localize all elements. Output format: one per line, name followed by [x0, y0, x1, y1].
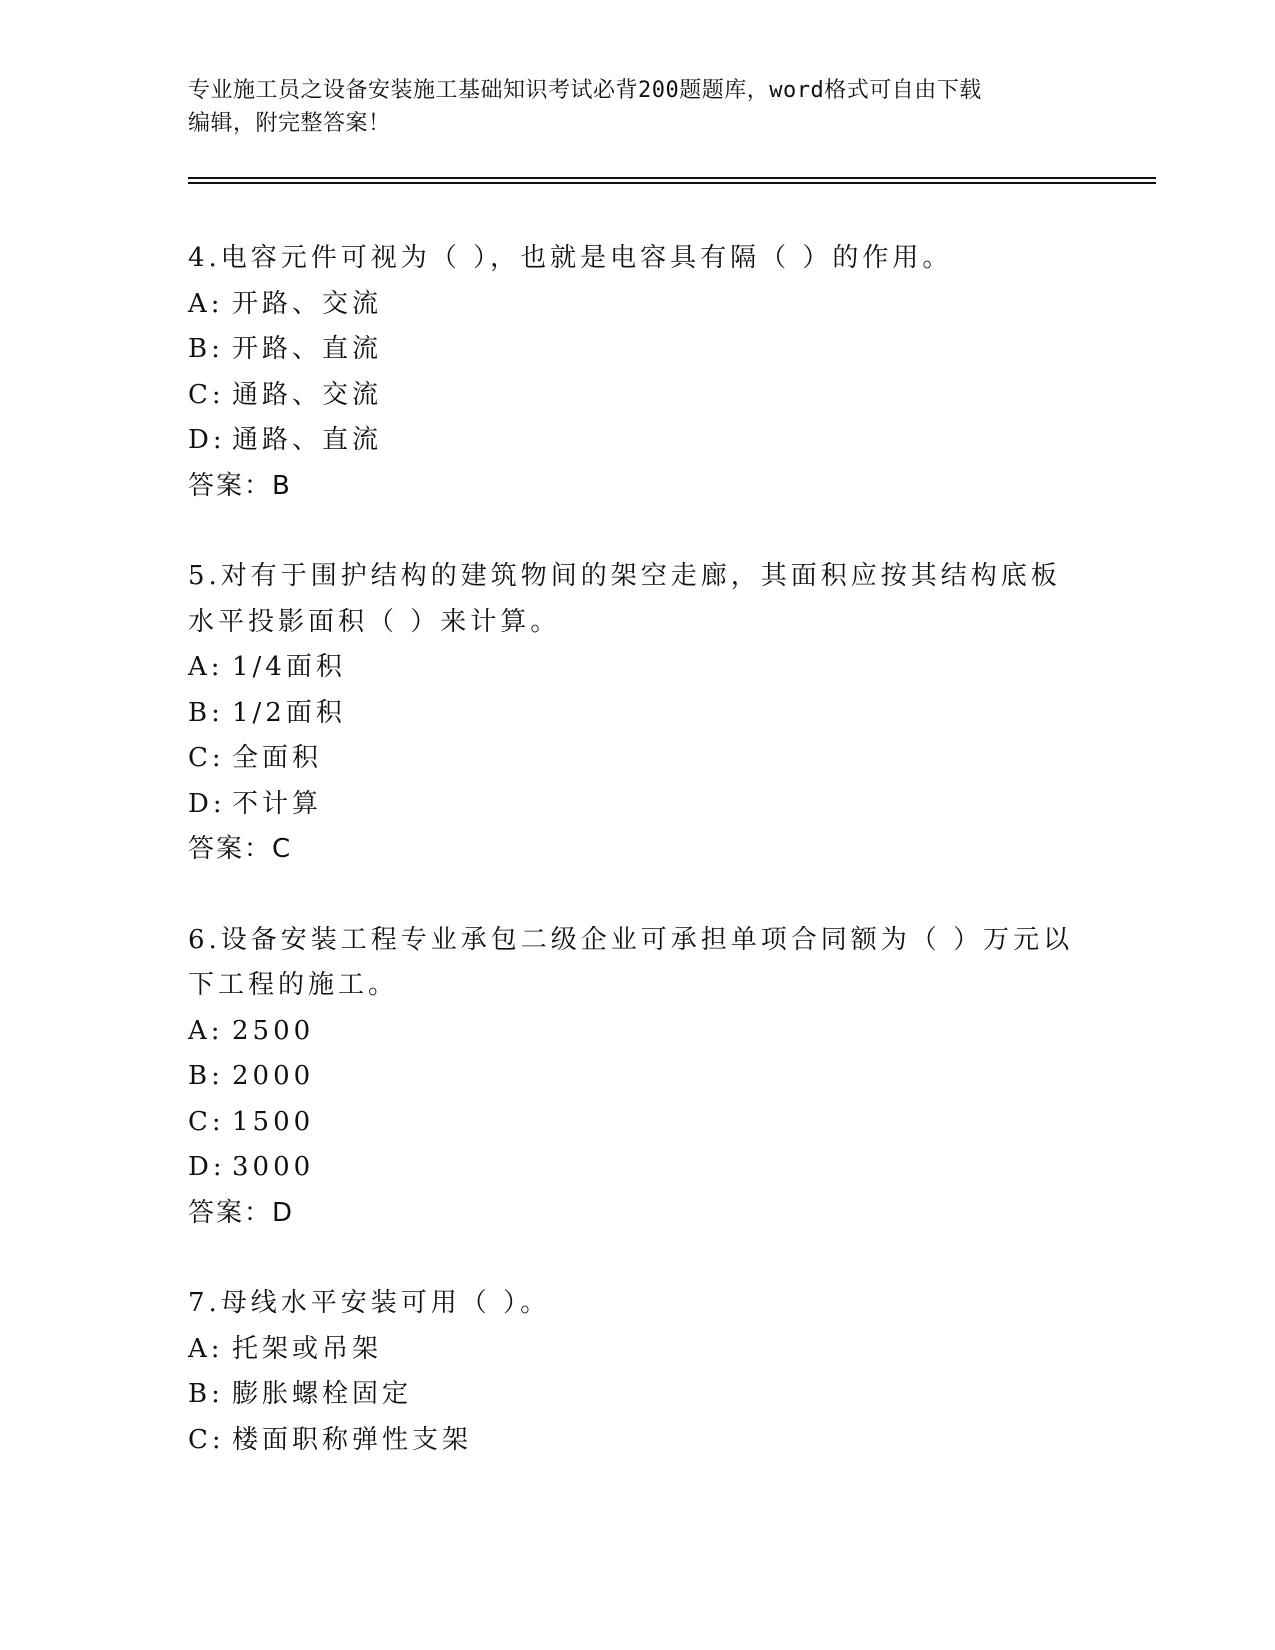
option-letter: A:	[188, 1015, 224, 1046]
option-letter: C:	[188, 743, 225, 773]
option-text: 3000	[232, 1152, 315, 1182]
option-d	[188, 418, 1088, 464]
option-letter: B:	[188, 697, 224, 728]
option-letter: B:	[188, 1061, 224, 1091]
question-text: 5.对有于围护结构的建筑物间的架空走廊，其面积应按其结构底板水平投影面积（ ）来计算。	[188, 561, 1061, 637]
option-c	[188, 1418, 1088, 1464]
option-letter: A:	[188, 652, 224, 682]
option-b	[188, 1372, 1088, 1418]
option-text: 楼面职称弹性支架	[232, 1424, 473, 1455]
option-letter: A:	[188, 288, 224, 319]
header-divider-bottom	[188, 182, 1156, 184]
option-a	[188, 1327, 1088, 1373]
option-letter: D:	[188, 1152, 226, 1182]
option-a	[188, 282, 1088, 328]
option-letter: C:	[188, 379, 225, 410]
answer-label: 答案：D	[188, 1197, 295, 1228]
header-line-2: 编辑，附完整答案！	[188, 111, 391, 136]
question-text: 6.设备安装工程专业承包二级企业可承担单项合同额为（ ）万元以下工程的施工。	[188, 924, 1074, 1000]
option-text: 托架或吊架	[232, 1333, 383, 1364]
option-text: 1/4面积	[232, 652, 346, 682]
option-text: 通路、直流	[232, 425, 383, 455]
option-letter: C:	[188, 1424, 225, 1455]
question-text: 4.电容元件可视为（ ），也就是电容具有隔（ ）的作用。	[188, 243, 953, 273]
question-4	[188, 236, 1088, 509]
option-d	[188, 782, 1088, 828]
question-5	[188, 554, 1088, 873]
option-text: 全面积	[232, 743, 323, 773]
option-text: 不计算	[232, 788, 323, 819]
header-line-1: 专业施工员之设备安装施工基础知识考试必背200题题库，word格式可自由下载	[188, 78, 982, 103]
option-c	[188, 736, 1088, 782]
option-a	[188, 1009, 1088, 1055]
option-b	[188, 1054, 1088, 1100]
option-text: 2500	[232, 1015, 315, 1046]
option-letter: D:	[188, 788, 226, 819]
option-c	[188, 1100, 1088, 1146]
option-letter: B:	[188, 334, 224, 364]
option-b	[188, 327, 1088, 373]
option-text: 1/2面积	[232, 697, 346, 728]
answer-label: 答案：B	[188, 470, 292, 501]
option-text: 开路、直流	[232, 334, 383, 364]
option-c	[188, 373, 1088, 419]
option-text: 膨胀螺栓固定	[232, 1379, 413, 1409]
option-text: 开路、交流	[232, 288, 383, 319]
option-letter: A:	[188, 1333, 224, 1364]
answer-label: 答案：C	[188, 834, 293, 864]
header-divider-top	[188, 177, 1156, 179]
option-text: 2000	[232, 1061, 315, 1091]
option-b	[188, 691, 1088, 737]
document-header	[188, 74, 1088, 140]
question-list	[188, 236, 1088, 1508]
option-a	[188, 645, 1088, 691]
option-letter: B:	[188, 1379, 224, 1409]
question-7	[188, 1281, 1088, 1463]
option-text: 通路、交流	[232, 379, 383, 410]
option-letter: D:	[188, 425, 226, 455]
question-text: 7.母线水平安装可用（ ）。	[188, 1288, 551, 1318]
question-6	[188, 918, 1088, 1237]
option-d	[188, 1145, 1088, 1191]
option-letter: C:	[188, 1106, 225, 1137]
option-text: 1500	[232, 1106, 315, 1137]
